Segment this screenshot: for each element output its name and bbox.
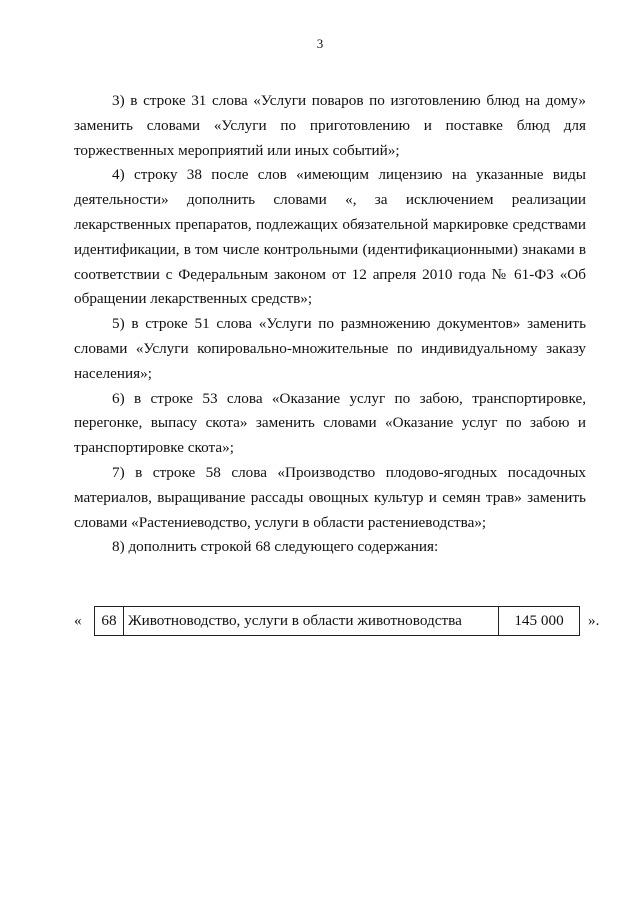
document-body bbox=[74, 89, 586, 560]
inserted-row bbox=[74, 606, 602, 636]
table-row bbox=[95, 607, 580, 636]
row-table bbox=[94, 606, 580, 636]
opening-quote: « bbox=[74, 612, 82, 629]
page-number: 3 bbox=[316, 36, 324, 51]
paragraph-item-8: 8) дополнить строкой 68 следующего содержания: bbox=[112, 538, 439, 556]
paragraph-item-4: 4) строку 38 после слов «имеющим лицензию на указанные виды деятельности» дополнить словами «, за исключением реализации лекарственных препаратов, подлежащих обязательной маркировке средствами идентификации, в том числе контрольными (идентификационными) знаками в соответствии с Федеральным законом от 12 апреля 2010 года № 61-ФЗ «Об обращении лекарственных средств»; bbox=[74, 166, 586, 308]
paragraph-item-7: 7) в строке 58 слова «Производство плодово-ягодных посадочных материалов, выращивание рассады овощных культур и семян трав» заменить словами «Растениеводство, услуги в области растениеводства»; bbox=[74, 463, 586, 531]
paragraph-item-3: 3) в строке 31 слова «Услуги поваров по изготовлению блюд на дому» заменить словами «Услуги по приготовлению и поставке блюд для торжественных мероприятий или иных событий»; bbox=[74, 92, 586, 159]
paragraph-item-6: 6) в строке 53 слова «Оказание услуг по забою, транспортировке, перегонке, выпасу скота» заменить словами «Оказание услуг по забою и транспортировке скота»; bbox=[74, 389, 586, 457]
paragraph-item-5: 5) в строке 51 слова «Услуги по размножению документов» заменить словами «Услуги копировально-множительные по индивидуальному заказу населения»; bbox=[74, 315, 586, 382]
row-amount-cell: 145 000 bbox=[499, 607, 580, 636]
row-name-cell: Животноводство, услуги в области животноводства bbox=[124, 607, 499, 636]
row-number-cell: 68 bbox=[95, 607, 124, 636]
closing-quote: ». bbox=[588, 612, 600, 629]
